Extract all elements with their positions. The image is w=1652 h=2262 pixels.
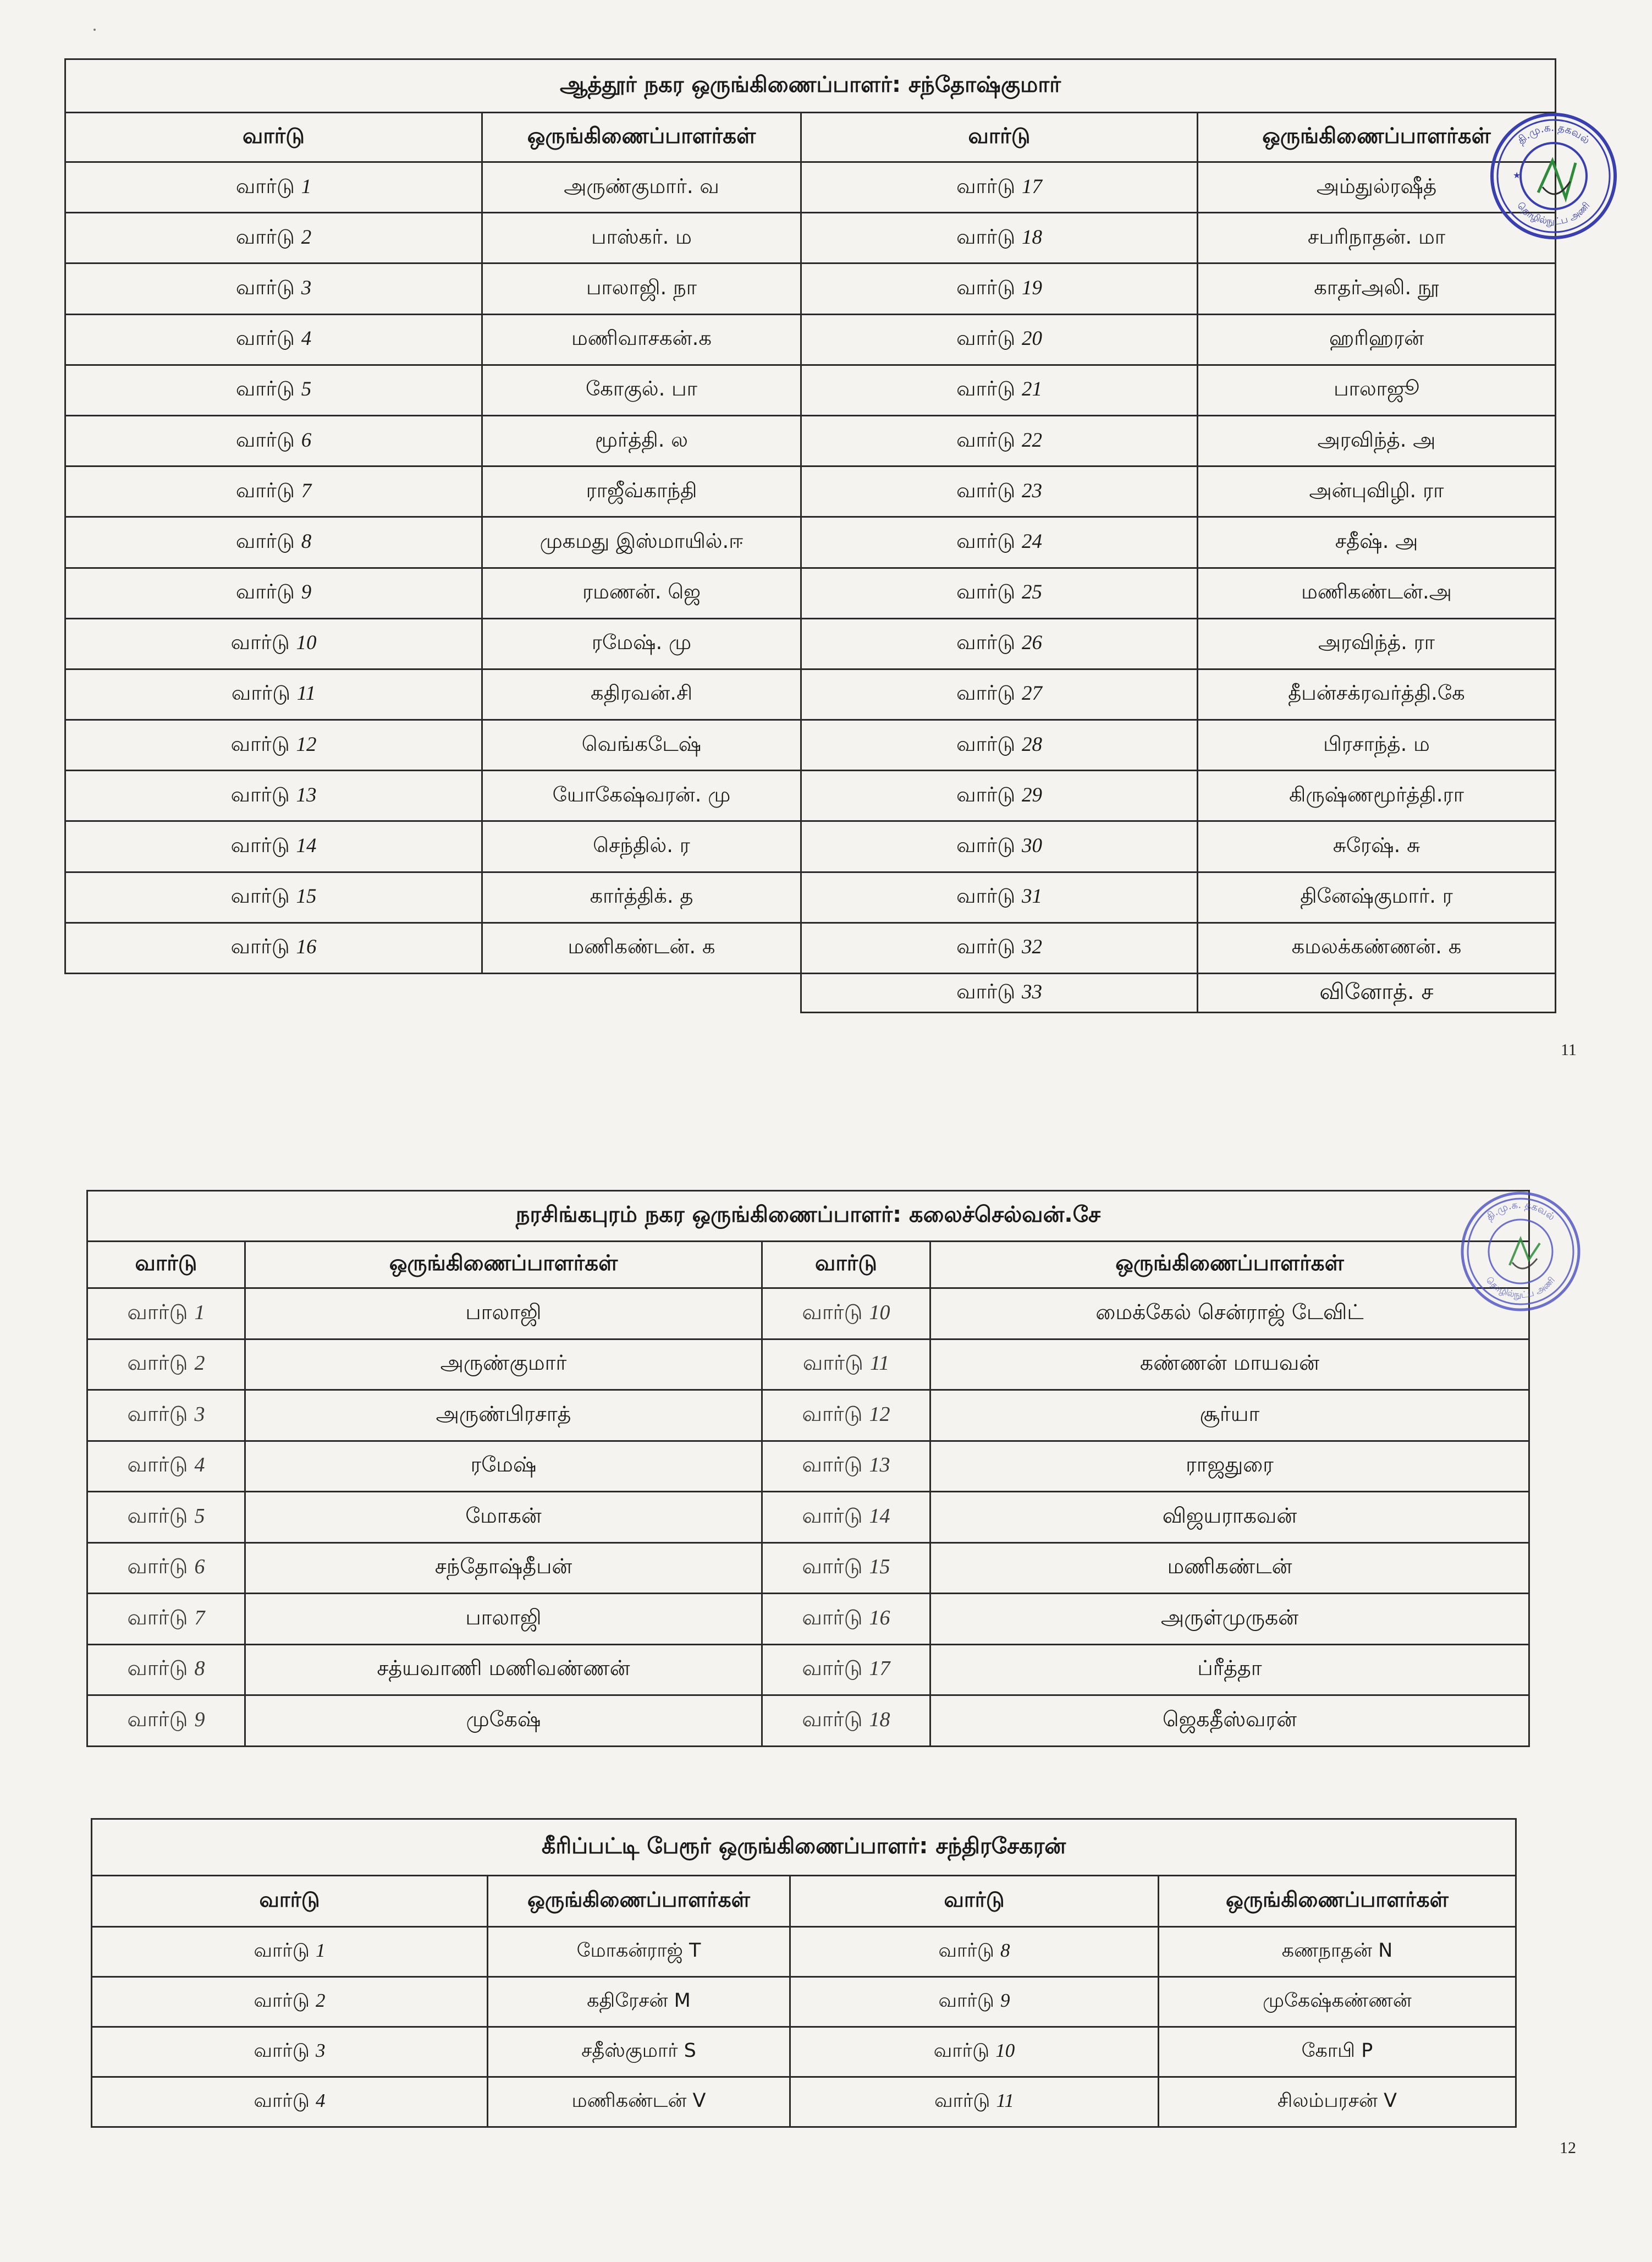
ward-label: வார்டு [802, 1605, 863, 1629]
ward-number: 1 [301, 175, 312, 198]
coordinator-name: அரவிந்த். அ [1198, 415, 1556, 466]
coordinator-name: பாலாஜி [245, 1594, 762, 1645]
coordinator-name: ரமேஷ் [245, 1441, 762, 1492]
column-header-coordinators: ஒருங்கிணைப்பாளர்கள் [482, 113, 801, 162]
ward-label: வார்டு [127, 1656, 188, 1681]
ward-number: 13 [296, 783, 317, 806]
table-row [87, 1339, 1529, 1390]
table-row [87, 1390, 1529, 1441]
coordinator-name: காதர்அலி. நூ [1198, 263, 1556, 314]
ward-label: வார்டு [254, 2090, 310, 2112]
coordinator-name: பாலாஜூ [1198, 365, 1556, 415]
coordinator-name: பாலாஜி. நா [482, 263, 801, 314]
ward-label: வார்டு [235, 377, 295, 401]
ward-cell [762, 1644, 930, 1695]
ward-label: வார்டு [127, 1299, 188, 1324]
table-title: நரசிங்கபுரம் நகர ஒருங்கிணைப்பாளர்: கலைச்செல்வன்.சே [87, 1191, 1529, 1242]
ward-number: 10 [869, 1300, 890, 1324]
coordinator-name: கணநாதன் N [1159, 1927, 1516, 1977]
ward-label: வார்டு [802, 1706, 863, 1731]
ward-number: 5 [194, 1504, 205, 1528]
ward-number: 16 [296, 936, 317, 959]
ward-cell [87, 1288, 245, 1339]
column-header-ward: வார்டு [790, 1876, 1159, 1927]
ward-label: வார்டு [802, 1554, 863, 1579]
ward-label: வார்டு [802, 1656, 863, 1681]
coordinator-name: கண்ணன் மாயவன் [930, 1339, 1529, 1390]
coordinator-name: சபரிநாதன். மா [1198, 213, 1556, 263]
coordinator-name: அருண்பிரசாத் [245, 1390, 762, 1441]
ward-cell [801, 568, 1198, 618]
ward-cell [801, 720, 1198, 771]
ward-cell [801, 517, 1198, 568]
ward-label: வார்டு [230, 935, 290, 959]
coordinator-name: மணிகண்டன் V [488, 2077, 790, 2127]
ward-number: 8 [1000, 1940, 1010, 1961]
ward-label: வார்டு [956, 580, 1016, 604]
ward-label: வார்டு [802, 1299, 863, 1324]
ward-label: வார்டு [127, 1706, 188, 1731]
table-row [65, 263, 1556, 314]
column-header-coordinators: ஒருங்கிணைப்பாளர்கள் [930, 1242, 1529, 1288]
coordinator-name: சூர்யா [930, 1390, 1529, 1441]
ward-number: 2 [315, 1990, 326, 2011]
column-header-coordinators: ஒருங்கிணைப்பாளர்கள் [1159, 1876, 1516, 1927]
ward-number: 12 [296, 733, 317, 756]
ward-cell [65, 923, 482, 973]
ward-label: வார்டு [231, 681, 291, 705]
ward-cell [762, 1594, 930, 1645]
ward-label: வார்டு [938, 1940, 994, 1962]
ward-label: வார்டு [956, 478, 1016, 502]
table-row [87, 1492, 1529, 1543]
table-row [65, 365, 1556, 415]
table-row [87, 1288, 1529, 1339]
coordinator-name: மோகன் [245, 1492, 762, 1543]
table-row [65, 314, 1556, 365]
ward-label: வார்டு [235, 478, 295, 502]
ward-label: வார்டு [956, 224, 1016, 249]
ward-number: 13 [869, 1453, 890, 1477]
ward-label: வார்டு [956, 427, 1016, 452]
ward-number: 2 [194, 1352, 205, 1375]
coordinator-name: ராஜதுரை [930, 1441, 1529, 1492]
ward-number: 8 [301, 530, 312, 553]
ward-number: 22 [1021, 429, 1042, 452]
coordinator-name: தீபன்சக்ரவர்த்தி.கே [1198, 669, 1556, 720]
table-row [65, 213, 1556, 263]
ward-cell [801, 415, 1198, 466]
ward-label: வார்டு [956, 630, 1016, 655]
ward-number: 20 [1021, 327, 1042, 350]
coordinator-name: அருண்குமார் [245, 1339, 762, 1390]
ward-cell [801, 162, 1198, 213]
ward-label: வார்டு [956, 980, 1016, 1003]
coordinator-name: கிருஷ்ணமூர்த்தி.ரா [1198, 771, 1556, 821]
coordinator-name: ப்ரீத்தா [930, 1644, 1529, 1695]
ward-cell [790, 2077, 1159, 2127]
ward-number: 18 [1021, 226, 1042, 249]
attur-ward-table [64, 58, 1556, 1013]
ward-number: 31 [1021, 885, 1042, 908]
ward-cell [65, 720, 482, 771]
ward-label: வார்டு [956, 935, 1016, 959]
ward-label: வார்டு [127, 1401, 188, 1426]
narasingapuram-ward-table [86, 1190, 1530, 1747]
organization-seal-icon [1457, 1188, 1584, 1315]
coordinator-name: கதிரேசன் M [488, 1977, 790, 2027]
ward-cell [762, 1695, 930, 1747]
coordinator-name: கோகுல். பா [482, 365, 801, 415]
ward-number: 3 [301, 276, 312, 299]
column-header-ward: வார்டு [801, 113, 1198, 162]
ward-label: வார்டு [235, 275, 295, 299]
ward-label: வார்டு [802, 1350, 863, 1375]
page-number: 11 [1561, 1041, 1577, 1059]
ward-number: 15 [296, 885, 317, 908]
coordinator-name: அம்துல்ரஷீத் [1198, 162, 1556, 213]
ward-cell [65, 771, 482, 821]
coordinator-name: தினேஷ்குமார். ர [1198, 872, 1556, 923]
coordinator-name: கமலக்கண்ணன். க [1198, 923, 1556, 973]
ward-cell [65, 466, 482, 517]
table-row [87, 1695, 1529, 1747]
column-header-coordinators: ஒருங்கிணைப்பாளர்கள் [488, 1876, 790, 1927]
ward-cell [65, 314, 482, 365]
table-row [87, 1441, 1529, 1492]
ward-number: 32 [1021, 936, 1042, 959]
ward-label: வார்டு [127, 1554, 188, 1579]
ward-label: வார்டு [956, 884, 1016, 908]
ward-label: வார்டு [956, 326, 1016, 350]
ward-label: வார்டு [230, 630, 290, 655]
table-row [65, 466, 1556, 517]
ward-cell [801, 618, 1198, 669]
coordinator-name: விஜயராகவன் [930, 1492, 1529, 1543]
ward-label: வார்டு [127, 1605, 188, 1629]
ward-cell [762, 1339, 930, 1390]
coordinator-name: அருள்முருகன் [930, 1594, 1529, 1645]
column-header-ward: வார்டு [87, 1242, 245, 1288]
ward-cell [65, 618, 482, 669]
coordinator-name: சதீஸ்குமார் S [488, 2027, 790, 2077]
empty-cell [65, 974, 482, 1013]
ward-number: 11 [996, 2090, 1014, 2111]
ward-number: 1 [194, 1300, 205, 1324]
coordinator-name: ரமேஷ். மு [482, 618, 801, 669]
ward-label: வார்டு [235, 326, 295, 350]
table-row [65, 162, 1556, 213]
ward-cell [762, 1542, 930, 1594]
column-header-ward: வார்டு [92, 1876, 488, 1927]
table-row [65, 568, 1556, 618]
coordinator-name: முகமது இஸ்மாயில்.ஈ [482, 517, 801, 568]
ward-label: வார்டு [802, 1503, 863, 1528]
seal-text-bottom: தொழில்நுட்ப அணி [1515, 200, 1593, 228]
coordinator-name: கோபி P [1159, 2027, 1516, 2077]
table-row [92, 1927, 1516, 1977]
ward-cell [790, 1927, 1159, 1977]
ward-number: 28 [1021, 733, 1042, 756]
ward-label: வார்டு [235, 580, 295, 604]
column-header-ward: வார்டு [762, 1242, 930, 1288]
ward-label: வார்டு [956, 174, 1016, 198]
coordinator-name: மணிகண்டன்.அ [1198, 568, 1556, 618]
ward-cell [92, 2077, 488, 2127]
ward-label: வார்டு [230, 884, 290, 908]
ward-label: வார்டு [254, 1940, 310, 1962]
ward-number: 10 [296, 632, 317, 655]
ward-cell [87, 1441, 245, 1492]
coordinator-name: யோகேஷ்வரன். மு [482, 771, 801, 821]
ward-number: 14 [869, 1504, 890, 1528]
table-row [65, 669, 1556, 720]
ward-cell [762, 1390, 930, 1441]
ward-number: 25 [1021, 581, 1042, 604]
coordinator-name: சதீஷ். அ [1198, 517, 1556, 568]
ward-number: 21 [1021, 378, 1042, 401]
ward-cell [87, 1644, 245, 1695]
ward-number: 6 [194, 1555, 205, 1579]
coordinator-name: பிரசாந்த். ம [1198, 720, 1556, 771]
ward-label: வார்டு [956, 782, 1016, 806]
column-header-coordinators: ஒருங்கிணைப்பாளர்கள் [1198, 113, 1556, 162]
ward-number: 2 [301, 226, 312, 249]
ward-cell [87, 1594, 245, 1645]
ward-label: வார்டு [235, 224, 295, 249]
ward-cell [92, 2027, 488, 2077]
ward-number: 17 [869, 1657, 890, 1681]
ward-label: வார்டு [956, 681, 1016, 705]
ward-cell [87, 1492, 245, 1543]
ward-number: 4 [301, 327, 312, 350]
ward-label: வார்டு [235, 529, 295, 553]
ward-number: 4 [194, 1453, 205, 1477]
seal-text-top: தி.மு.க. தகவல் [1515, 121, 1593, 147]
ward-number: 19 [1021, 276, 1042, 299]
ward-cell [65, 365, 482, 415]
ward-cell [790, 1977, 1159, 2027]
ward-label: வார்டு [802, 1452, 863, 1477]
keeripatti-ward-table [91, 1818, 1517, 2128]
ward-label: வார்டு [230, 782, 290, 806]
ward-number: 27 [1021, 682, 1042, 705]
table-row [92, 2077, 1516, 2127]
ward-cell [87, 1339, 245, 1390]
ward-cell [762, 1441, 930, 1492]
ward-number: 1 [315, 1940, 326, 1961]
ward-label: வார்டு [934, 2090, 990, 2112]
ward-number: 12 [869, 1402, 890, 1426]
column-header-coordinators: ஒருங்கிணைப்பாளர்கள் [245, 1242, 762, 1288]
ward-number: 24 [1021, 530, 1042, 553]
ward-cell [801, 923, 1198, 973]
coordinator-name: மணிவாசகன்.க [482, 314, 801, 365]
scan-speck [93, 29, 96, 31]
ward-cell [65, 872, 482, 923]
ward-number: 8 [194, 1657, 205, 1681]
ward-number: 9 [194, 1708, 205, 1731]
ward-cell [801, 872, 1198, 923]
coordinator-name: பாலாஜி [245, 1288, 762, 1339]
ward-label: வார்டு [956, 529, 1016, 553]
ward-label: வார்டு [235, 427, 295, 452]
ward-number: 11 [296, 682, 316, 705]
ward-number: 6 [301, 429, 312, 452]
ward-number: 30 [1021, 834, 1042, 858]
seal-text-bottom: தொழில்நுட்ப அணி [1484, 1275, 1557, 1300]
ward-label: வார்டு [254, 2040, 310, 2062]
ward-number: 17 [1021, 175, 1042, 198]
column-header-ward: வார்டு [65, 113, 482, 162]
ward-number: 5 [301, 378, 312, 401]
ward-cell [87, 1390, 245, 1441]
ward-cell [65, 213, 482, 263]
svg-text:★: ★ [1513, 170, 1521, 180]
coordinator-name: மணிகண்டன் [930, 1542, 1529, 1594]
ward-cell [92, 1977, 488, 2027]
ward-label: வார்டு [956, 377, 1016, 401]
table-row [92, 2027, 1516, 2077]
table-row [87, 1644, 1529, 1695]
ward-number: 33 [1021, 981, 1042, 1003]
ward-number: 3 [194, 1402, 205, 1426]
ward-label: வார்டு [938, 1990, 994, 2012]
table-row [65, 821, 1556, 872]
table-title: கீரிப்பட்டி பேரூர் ஒருங்கிணைப்பாளர்: சந்திரசேகரன் [92, 1819, 1516, 1876]
ward-cell [762, 1492, 930, 1543]
coordinator-name: வெங்கடேஷ் [482, 720, 801, 771]
ward-cell [65, 669, 482, 720]
coordinator-name: ரமணன். ஜெ [482, 568, 801, 618]
table-row [65, 517, 1556, 568]
table-row [87, 1594, 1529, 1645]
ward-number: 7 [301, 479, 312, 502]
ward-cell [790, 2027, 1159, 2077]
ward-number: 23 [1021, 479, 1042, 502]
ward-cell [65, 162, 482, 213]
ward-number: 26 [1021, 632, 1042, 655]
ward-cell [65, 821, 482, 872]
ward-cell [65, 263, 482, 314]
coordinator-name: அன்புவிழி. ரா [1198, 466, 1556, 517]
seal-text-top: தி.மு.க. தகவல் [1484, 1199, 1557, 1223]
coordinator-name: முகேஷ் [245, 1695, 762, 1747]
ward-label: வார்டு [956, 275, 1016, 299]
coordinator-name: கதிரவன்.சி [482, 669, 801, 720]
ward-label: வார்டு [956, 833, 1016, 858]
coordinator-name: அருண்குமார். வ [482, 162, 801, 213]
ward-label: வார்டு [127, 1350, 188, 1375]
ward-number: 14 [296, 834, 317, 858]
ward-number: 16 [869, 1606, 890, 1629]
table-title: ஆத்தூர் நகர ஒருங்கிணைப்பாளர்: சந்தோஷ்குமார் [65, 59, 1556, 113]
ward-cell [801, 213, 1198, 263]
ward-label: வார்டு [127, 1503, 188, 1528]
coordinator-name: சந்தோஷ்தீபன் [245, 1542, 762, 1594]
coordinator-name: முகேஷ்கண்ணன் [1159, 1977, 1516, 2027]
table-row [65, 923, 1556, 973]
ward-number: 7 [194, 1606, 205, 1629]
coordinator-name: கார்த்திக். த [482, 872, 801, 923]
coordinator-name: பாஸ்கர். ம [482, 213, 801, 263]
ward-cell [801, 263, 1198, 314]
table-row [65, 720, 1556, 771]
table-row [65, 974, 1556, 1013]
ward-label: வார்டு [230, 732, 290, 756]
ward-label: வார்டு [956, 732, 1016, 756]
coordinator-name: மைக்கேல் சென்ராஜ் டேவிட் [930, 1288, 1529, 1339]
ward-label: வார்டு [254, 1990, 310, 2012]
ward-cell [65, 415, 482, 466]
coordinator-name: மூர்த்தி. ல [482, 415, 801, 466]
ward-number: 9 [301, 581, 312, 604]
ward-cell [801, 365, 1198, 415]
coordinator-name: அரவிந்த். ரா [1198, 618, 1556, 669]
table-row [65, 618, 1556, 669]
ward-label: வார்டு [230, 833, 290, 858]
page-number: 12 [1560, 2139, 1576, 2157]
ward-label: வார்டு [235, 174, 295, 198]
ward-cell [65, 568, 482, 618]
coordinator-name: ஜெகதீஸ்வரன் [930, 1695, 1529, 1747]
ward-cell [762, 1288, 930, 1339]
ward-cell [801, 669, 1198, 720]
ward-number: 18 [869, 1708, 890, 1731]
empty-cell [482, 974, 801, 1013]
ward-label: வார்டு [933, 2040, 990, 2062]
coordinator-name: மோகன்ராஜ் T [488, 1927, 790, 1977]
table-row [65, 415, 1556, 466]
ward-cell [87, 1542, 245, 1594]
coordinator-name: ஹரிஹரன் [1198, 314, 1556, 365]
ward-label: வார்டு [802, 1401, 863, 1426]
ward-number: 4 [315, 2090, 326, 2111]
ward-number: 29 [1021, 783, 1042, 806]
ward-number: 3 [315, 2040, 326, 2061]
ward-cell [801, 466, 1198, 517]
ward-number: 9 [1000, 1990, 1010, 2011]
coordinator-name: செந்தில். ர [482, 821, 801, 872]
table-row [65, 872, 1556, 923]
table-row [87, 1542, 1529, 1594]
coordinator-name: மணிகண்டன். க [482, 923, 801, 973]
ward-number: 11 [869, 1352, 890, 1375]
ward-cell [801, 821, 1198, 872]
coordinator-name: சிலம்பரசன் V [1159, 2077, 1516, 2127]
ward-label: வார்டு [127, 1452, 188, 1477]
ward-cell [65, 517, 482, 568]
table-row [65, 771, 1556, 821]
ward-number: 15 [869, 1555, 890, 1579]
table-row [92, 1977, 1516, 2027]
organization-seal-icon [1488, 110, 1620, 242]
ward-cell [801, 974, 1198, 1013]
ward-cell [801, 771, 1198, 821]
coordinator-name: சுரேஷ். சு [1198, 821, 1556, 872]
coordinator-name: சத்யவாணி மணிவண்ணன் [245, 1644, 762, 1695]
ward-cell [92, 1927, 488, 1977]
ward-number: 10 [995, 2040, 1015, 2061]
ward-cell [87, 1695, 245, 1747]
coordinator-name: வினோத். ச [1198, 974, 1556, 1013]
coordinator-name: ராஜீவ்காந்தி [482, 466, 801, 517]
ward-cell [801, 314, 1198, 365]
